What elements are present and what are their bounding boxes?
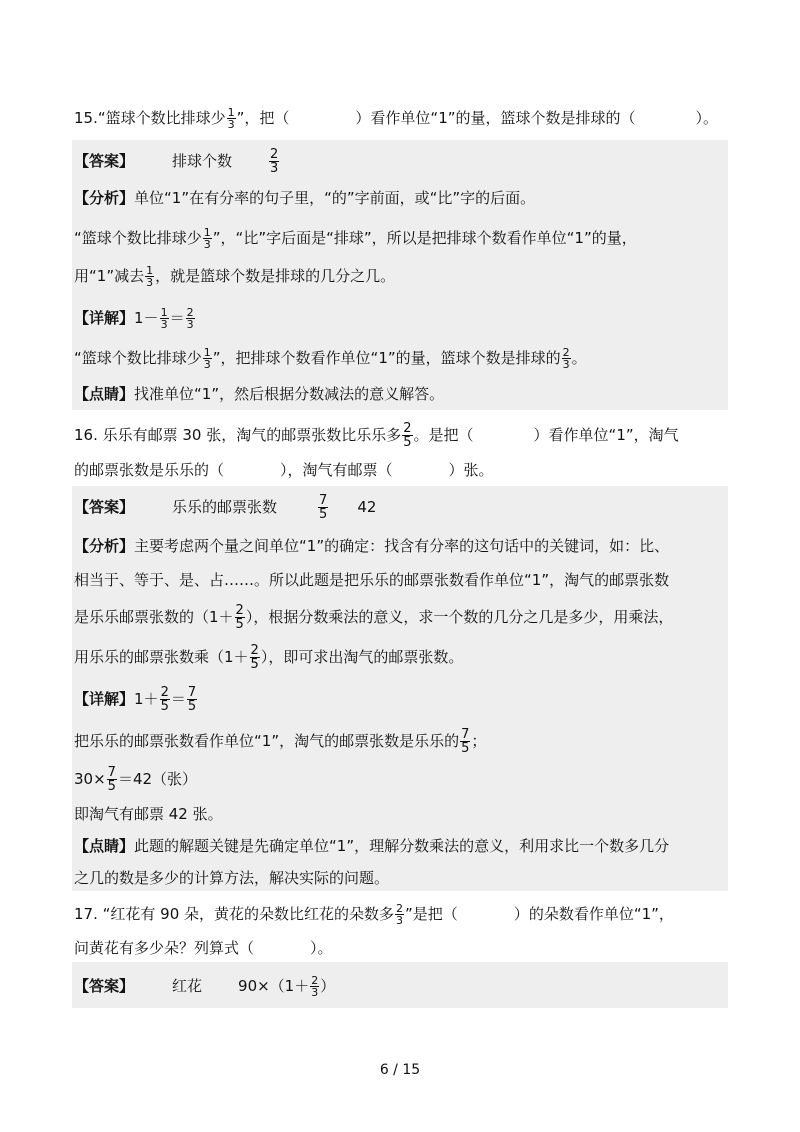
q15-point: 【点睛】找准单位“1”，然后根据分数减法的意义解答。 (74, 385, 445, 403)
q16-question-1: 16. 乐乐有邮票 30 张，淘气的邮票张数比乐乐多 $\frac{2}{5}$ 。是把（ ）看作单位“1”，淘气 (74, 421, 679, 450)
q17-question-1: 17. “红花有 90 朵，黄花的朵数比红花的朵数多 $\frac{2}{3}$ ”是把（ ）的朵数看作单位“1”， (74, 902, 674, 927)
fraction: $\frac{7}{5}$ (187, 685, 197, 714)
q16-point-2: 之几的数是多少的计算方法，解决实际的问题。 (74, 869, 390, 887)
fraction: $\frac{2}{5}$ (160, 685, 169, 714)
fraction: $\frac{2}{5}$ (403, 421, 412, 450)
fraction: $\frac{2}{3}$ (186, 306, 194, 331)
fraction: $\frac{2}{5}$ (235, 603, 244, 632)
fraction: $\frac{7}{5}$ (107, 765, 116, 794)
q16-point-1: 【点睛】此题的解题关键是先确定单位“1”，理解分数乘法的意义，利用求比一个数多几分 (74, 837, 670, 855)
q16-question-2: 的邮票张数是乐乐的（ ），淘气有邮票（ ）张。 (74, 461, 494, 479)
q16-analysis-3: 是乐乐邮票张数的（1＋ $\frac{2}{5}$ ），根据分数乘法的意义，求一个数的几分之几是多少，用乘法， (74, 603, 674, 632)
q17-answer: 【答案】 红花 90×（1＋ $\frac{2}{3}$ ） (74, 974, 336, 999)
q16-detail-2: 把乐乐的邮票张数看作单位“1”，淘气的邮票张数是乐乐的 $\frac{7}{5}$ ； (74, 727, 487, 756)
fraction: $\frac{1}{3}$ (227, 106, 235, 131)
q15-question: 15.“篮球个数比排球少 $\frac{1}{3}$ ”，把（ ）看作单位“1”的量，篮球个数是排球的（ ）。 (74, 106, 719, 131)
fraction: $\frac{7}{5}$ (461, 727, 470, 756)
fraction: $\frac{1}{3}$ (160, 306, 168, 331)
q15-analysis-3: 用“1”减去 $\frac{1}{3}$ ，就是篮球个数是排球的几分之几。 (74, 264, 396, 289)
q16-analysis-4: 用乐乐的邮票张数乘（1＋ $\frac{2}{5}$ ），即可求出淘气的邮票张数。 (74, 643, 464, 672)
q15-detail-1: 【详解】1－ $\frac{1}{3}$ ＝ $\frac{2}{3}$ (74, 306, 194, 331)
q16-detail-3: 30× $\frac{7}{5}$ ＝42（张） (74, 765, 198, 794)
q16-analysis-1: 【分析】主要考虑两个量之间单位“1”的确定：找含有分率的这句话中的关键词，如：比、 (74, 537, 670, 555)
q15-detail-2: “篮球个数比排球少 $\frac{1}{3}$ ”，把排球个数看作单位“1”的量，篮球个数是排球的 $\frac{2}{3}$ 。 (74, 346, 587, 371)
fraction: $\frac{2}{3}$ (311, 974, 319, 999)
fraction: $\frac{1}{3}$ (203, 346, 211, 371)
fraction: $\frac{1}{3}$ (203, 226, 211, 251)
q17-question-2: 问黄花有多少朵？列算式（ ）。 (74, 939, 333, 957)
fraction: $\frac{2}{3}$ (396, 902, 404, 927)
fraction: $\frac{2}{5}$ (250, 643, 259, 672)
q15-answer: 【答案】 排球个数 $\frac{2}{3}$ (74, 147, 279, 176)
fraction: $\frac{2}{3}$ (562, 346, 570, 371)
q16-answer: 【答案】 乐乐的邮票张数 $\frac{7}{5}$ 42 (74, 493, 377, 522)
q15-analysis-1: 【分析】单位“1”在有分率的句子里，“的”字前面，或“比”字的后面。 (74, 189, 536, 207)
q15-analysis-2: “篮球个数比排球少 $\frac{1}{3}$ ”，“比”字后面是“排球”，所以是把排球个数看作单位“1”的量， (74, 226, 637, 251)
fraction: $\frac{2}{3}$ (270, 147, 279, 176)
fraction: $\frac{1}{3}$ (146, 264, 154, 289)
q16-analysis-2: 相当于、等于、是、占……。所以此题是把乐乐的邮票张数看作单位“1”，淘气的邮票张数 (74, 571, 670, 589)
page-number: 6 / 15 (379, 1062, 421, 1078)
q16-detail-1: 【详解】1＋ $\frac{2}{5}$ ＝ $\frac{7}{5}$ (74, 685, 197, 714)
fraction: $\frac{7}{5}$ (319, 493, 328, 522)
q16-detail-4: 即淘气有邮票 42 张。 (74, 805, 223, 823)
